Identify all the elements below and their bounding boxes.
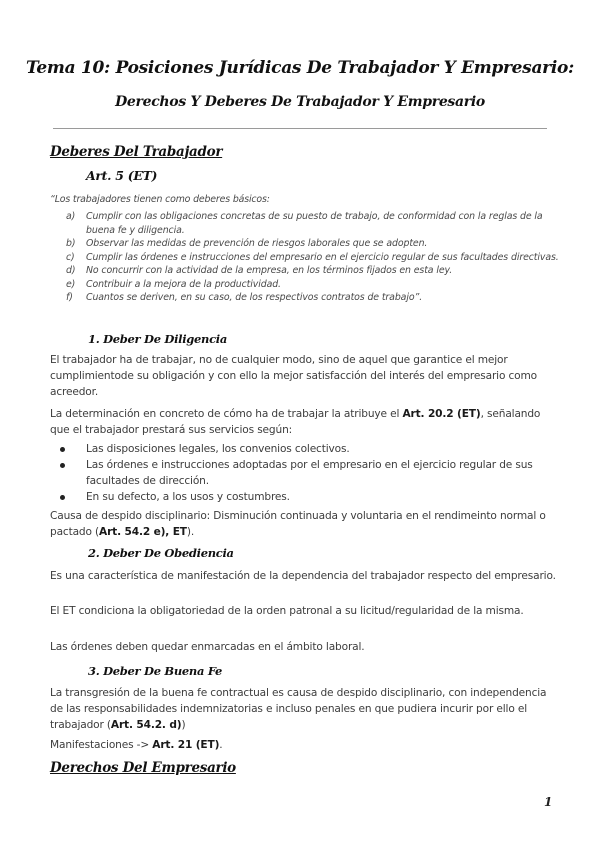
text-run: Manifestaciones ->	[50, 739, 153, 751]
section-heading-derechos-empresario: Derechos Del Empresario	[50, 760, 236, 776]
quote-item-text: Contribuir a la mejora de la productividad.	[86, 278, 281, 290]
list-marker: c)	[66, 251, 75, 263]
paragraph	[50, 685, 556, 733]
paragraph: Las órdenes deben quedar enmarcadas en el ámbito laboral.	[50, 641, 365, 653]
paragraph	[50, 508, 556, 540]
subheading-deber-buena-fe: 3. Deber De Buena Fe	[88, 664, 223, 678]
quote-item	[66, 278, 560, 292]
quote-item	[66, 210, 560, 237]
bullet-text: En su defecto, a los usos y costumbres.	[86, 491, 290, 503]
bullet-item	[60, 457, 560, 489]
paragraph	[50, 737, 556, 753]
bullet-text: Las disposiciones legales, los convenios colectivos.	[86, 443, 350, 455]
article-reference: Art. 20.2 (ET)	[402, 408, 481, 420]
quote-item-text: No concurrir con la actividad de la empresa, en los términos fijados en esta ley.	[86, 265, 453, 276]
bullet-item	[60, 489, 560, 505]
text-run: )	[181, 719, 186, 731]
title-divider	[53, 128, 547, 129]
quote-item	[66, 237, 560, 251]
subheading-deber-diligencia: 1. Deber De Diligencia	[88, 332, 228, 346]
document-subtitle: Derechos Y Deberes De Trabajador Y Empresario	[115, 94, 485, 110]
quote-item-text: Cumplir con las obligaciones concretas de su puesto de trabajo, de conformidad con la reglas de la buena fe y diligencia.	[86, 211, 543, 236]
list-marker: d)	[66, 265, 76, 276]
bullet-icon	[60, 463, 65, 468]
quote-item	[66, 264, 560, 278]
quote-item-text: Observar las medidas de prevención de riesgos laborales que se adopten.	[86, 238, 428, 249]
bullet-icon	[60, 495, 65, 500]
paragraph	[50, 406, 556, 438]
text-run: , señalando que el trabajador prestará sus servicios según:	[50, 408, 541, 436]
list-marker: b)	[66, 238, 76, 249]
quote-intro: “Los trabajadores tienen como deberes básicos:	[50, 194, 270, 205]
text-run: La transgresión de la buena fe contractual es causa de despido disciplinario, con independencia de las responsabilidades indemnizatorias e incluso penales en que pudiera incurir por ello el trabajador (	[50, 687, 547, 731]
article-reference: Art. 54.2 e), ET	[99, 526, 187, 538]
subheading-deber-obediencia: 2. Deber De Obediencia	[88, 546, 234, 560]
quote-item-text: Cuantos se deriven, en su caso, de los respectivos contratos de trabajo”.	[86, 292, 423, 303]
text-run: .	[219, 739, 223, 751]
quote-list	[66, 210, 560, 305]
list-marker: e)	[66, 278, 76, 290]
list-marker: a)	[66, 211, 76, 222]
bullet-list	[60, 441, 560, 505]
paragraph: El ET condiciona la obligatoriedad de la orden patronal a su licitud/regularidad de la misma.	[50, 605, 524, 617]
quote-item-text: Cumplir las órdenes e instrucciones del empresario en el ejercicio regular de sus facultades directivas.	[86, 251, 559, 263]
bullet-item	[60, 441, 560, 457]
paragraph: Es una característica de manifestación de la dependencia del trabajador respecto del empresario.	[50, 570, 556, 582]
paragraph: El trabajador ha de trabajar, no de cualquier modo, sino de aquel que garantice el mejor cumplimientode su obligación y con ello la mejor satisfacción del interés del empresario como acreedor.	[50, 354, 537, 398]
text-run: ).	[186, 526, 195, 538]
list-marker: f)	[66, 292, 73, 303]
text-run: Causa de despido disciplinario: Disminución continuada y voluntaria en el rendimeinto normal o pactado (	[50, 510, 546, 538]
text-run: La determinación en concreto de cómo ha de trabajar la atribuye el	[50, 408, 403, 420]
article-reference: Art. 54.2. d)	[110, 719, 182, 731]
article-reference: Art. 21 (ET)	[152, 739, 220, 751]
page-number: 1	[544, 795, 553, 809]
quote-item	[66, 251, 560, 265]
bullet-icon	[60, 447, 65, 452]
quote-item	[66, 291, 560, 305]
article-heading: Art. 5 (ET)	[86, 168, 158, 183]
section-heading-deberes-trabajador: Deberes Del Trabajador	[50, 144, 223, 160]
document-title: Tema 10: Posiciones Jurídicas De Trabajador Y Empresario:	[25, 58, 575, 78]
bullet-text: Las órdenes e instrucciones adoptadas por el empresario en el ejercicio regular de sus facultades de dirección.	[86, 459, 533, 487]
